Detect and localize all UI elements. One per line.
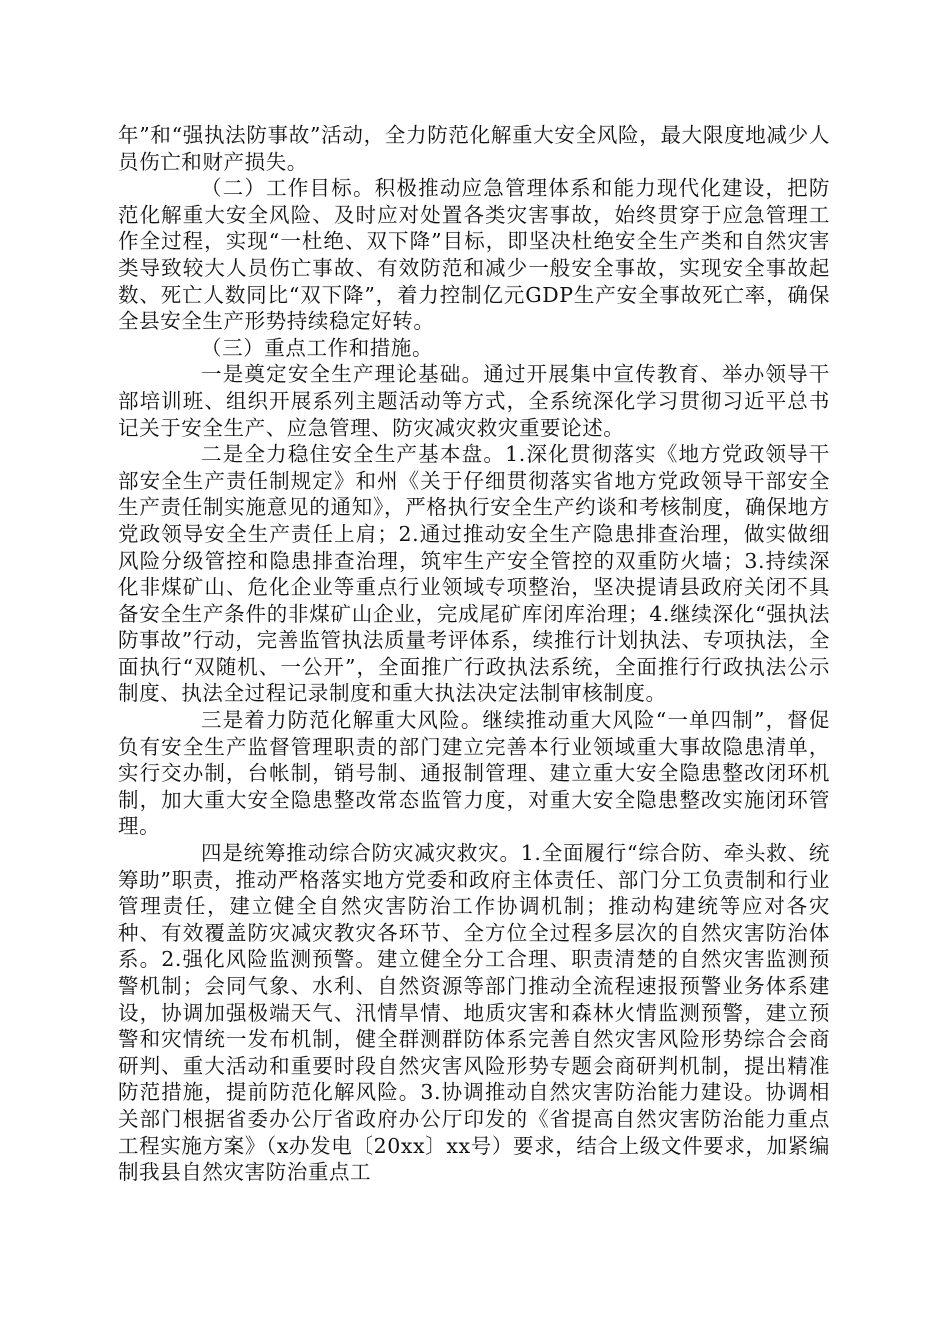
document-body bbox=[118, 122, 830, 1186]
paragraph-key-measures-heading: （三）重点工作和措施。 bbox=[201, 335, 434, 360]
paragraph-continuation: 年”和“强执法防事故”活动，全力防范化解重大安全风险，最大限度地减少人员伤亡和财产损失。 bbox=[118, 123, 830, 174]
paragraph-measure-two: 二是全力稳住安全生产基本盘。1.深化贯彻落实《地方党政领导干部安全生产责任制规定》和州《关于仔细贯彻落实省地方党政领导干部安全生产责任制实施意见的通知》，严格执行安全生产约谈和考核制度，确保地方党政领导安全生产责任上肩；2.通过推动安全生产隐患排查治理，做实做细风险分级管控和隐患排查治理，筑牢生产安全管控的双重防火墙；3.持续深化非煤矿山、危化企业等重点行业领域专项整治，坚决提请县政府关闭不具备安全生产条件的非煤矿山企业，完成尾矿库闭库治理；4.继续深化“强执法防事故”行动，完善监管执法质量考评体系，续推行计划执法、专项执法，全面执行“双随机、一公开”，全面推广行政执法系统，全面推行行政执法公示制度、执法全过程记录制度和重大执法决定法制审核制度。 bbox=[118, 442, 830, 706]
paragraph-measure-four: 四是统筹推动综合防灾减灾救灾。1.全面履行“综合防、牵头救、统筹助”职责，推动严格落实地方党委和政府主体责任、部门分工负责制和行业管理责任，建立健全自然灾害防治工作协调机制；推动构建统等应对各灾种、有效覆盖防灾减灾教灾各环节、全方位全过程多层次的自然灾害防治体系。2.强化风险监测预警。建立健全分工合理、职责清楚的自然灾害监测预警机制；会同气象、水利、自然资源等部门推动全流程速报预警业务体系建设，协调加强极端天气、汛情旱情、地质灾害和森林火情监测预警，建立预警和灾情统一发布机制，健全群测群防体系完善自然灾害风险形势综合会商研判、重大活动和重要时段自然灾害风险形势专题会商研判机制，提出精准防范措施，提前防范化解风险。3.协调推动自然灾害防治能力建设。协调相关部门根据省委办公厅省政府办公厅印发的《省提高自然灾害防治能力重点工程实施方案》（x办发电〔20xx〕xx号）要求，结合上级文件要求，加紧编制我县自然灾害防治重点工 bbox=[118, 841, 830, 1185]
paragraph-measure-one: 一是奠定安全生产理论基础。通过开展集中宣传教育、举办领导干部培训班、组织开展系列主题活动等方式，全系统深化学习贯彻习近平总书记关于安全生产、应急管理、防灾减灾救灾重要论述。 bbox=[118, 362, 830, 440]
paragraph-measure-three: 三是着力防范化解重大风险。继续推动重大风险“一单四制”，督促负有安全生产监督管理职责的部门建立完善本行业领域重大事故隐患清单，实行交办制，台帐制，销号制、通报制管理、建立重大安全隐患整改闭环机制，加大重大安全隐患整改常态监管力度，对重大安全隐患整改实施闭环管理。 bbox=[118, 708, 830, 839]
paragraph-work-goals: （二）工作目标。积极推动应急管理体系和能力现代化建设，把防范化解重大安全风险、及时应对处置各类灾害事故，始终贯穿于应急管理工作全过程，实现“一杜绝、双下降”目标，即坚决杜绝安全生产类和自然灾害类导致较大人员伤亡事故、有效防范和减少一般安全事故，实现安全事故起数、死亡人数同比“双下降”，着力控制亿元GDP生产安全事故死亡率，确保全县安全生产形势持续稳定好转。 bbox=[118, 176, 830, 334]
